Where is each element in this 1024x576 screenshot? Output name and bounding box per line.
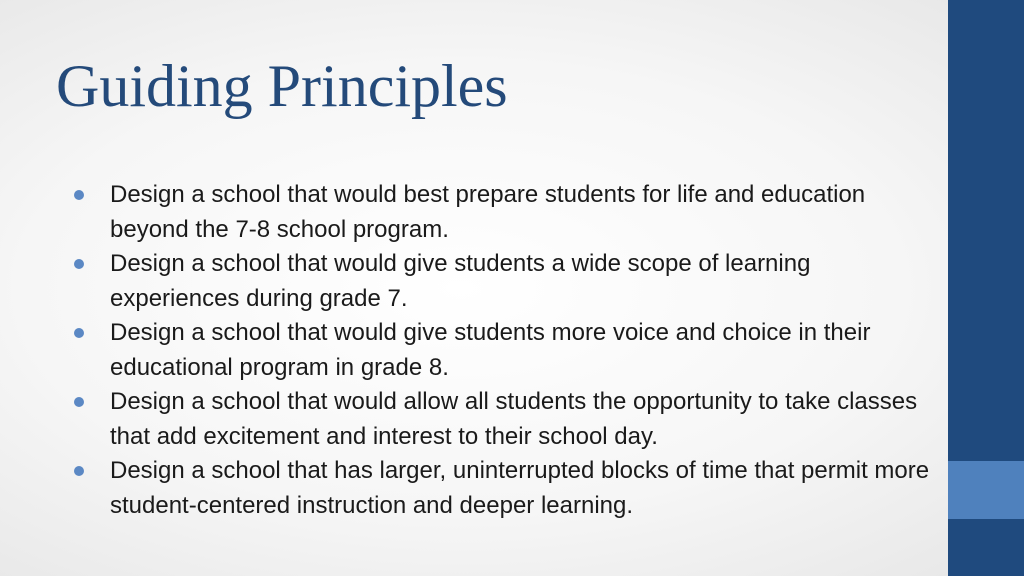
bullet-text: Design a school that would allow all students the opportunity to take classes that add excitement and interest to their school day.: [110, 388, 918, 450]
bullet-dot-icon: [74, 397, 84, 407]
bullet-item: [74, 247, 944, 316]
bullet-text: Design a school that has larger, uninterrupted blocks of time that permit more student-centered instruction and deeper learning.: [110, 457, 930, 519]
bullet-text: Design a school that would give students a wide scope of learning experiences during grade 7.: [110, 250, 811, 312]
bullet-text: Design a school that would best prepare students for life and education beyond the 7-8 school program.: [110, 181, 866, 243]
bullet-dot-icon: [74, 190, 84, 200]
bullet-item: [74, 385, 944, 454]
bullet-item: [74, 178, 944, 247]
slide-title: Guiding Principles: [56, 53, 508, 119]
bullet-text: Design a school that would give students more voice and choice in their educational program in grade 8.: [110, 319, 871, 381]
sidebar-accent-block: [948, 461, 1024, 519]
bullet-list: [74, 178, 944, 523]
bullet-dot-icon: [74, 328, 84, 338]
bullet-dot-icon: [74, 466, 84, 476]
bullet-dot-icon: [74, 259, 84, 269]
bullet-item: [74, 316, 944, 385]
bullet-item: [74, 454, 944, 523]
